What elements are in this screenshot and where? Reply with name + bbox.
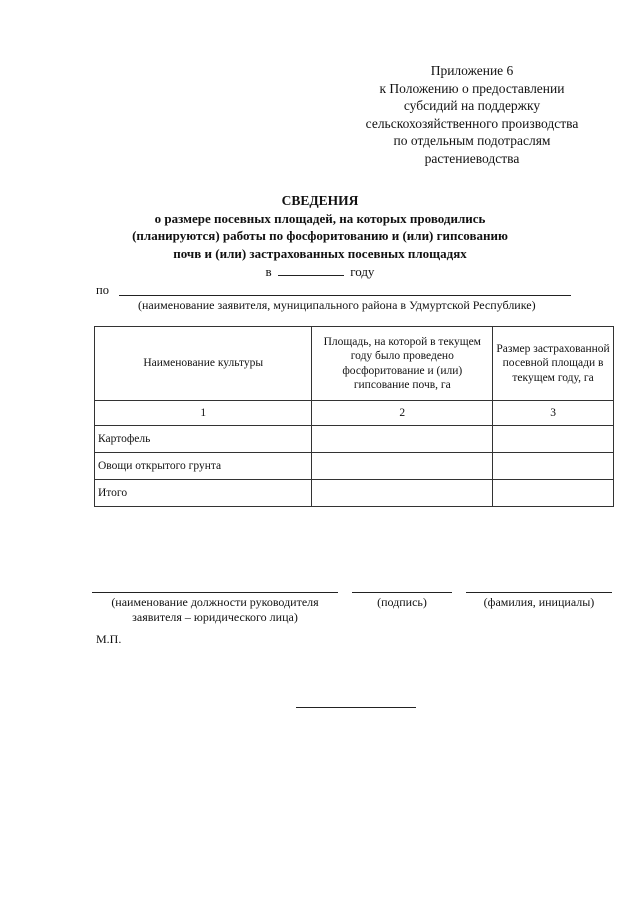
position-caption <box>92 595 338 625</box>
table-header-row <box>95 327 614 401</box>
table-row <box>95 480 614 507</box>
column-header-area: Площадь, на которой в текущем году было проведено фосфоритование и (или) гипсование почв, га <box>312 327 493 401</box>
area-cell[interactable] <box>312 426 493 453</box>
appendix-line: растениеводства <box>424 150 520 166</box>
applicant-prefix: по <box>96 283 109 297</box>
footer-divider <box>296 707 416 708</box>
stamp-label: М.П. <box>96 632 122 646</box>
year-blank-field[interactable] <box>278 263 344 276</box>
column-number-row <box>95 401 614 426</box>
appendix-line: по отдельным подотраслям <box>393 133 551 149</box>
document-title: СВЕДЕНИЯ <box>281 193 359 208</box>
signature-caption: (подпись) <box>377 595 427 609</box>
appendix-line: к Положению о предоставлении <box>379 80 565 96</box>
crop-name-cell: Итого <box>95 480 312 507</box>
heading-line: почв и (или) застрахованных посевных площадях <box>173 245 467 261</box>
name-caption: (фамилия, инициалы) <box>483 595 595 609</box>
crops-table <box>94 326 614 507</box>
name-blank-field[interactable] <box>466 592 612 593</box>
table-row <box>95 453 614 480</box>
insured-cell[interactable] <box>493 480 614 507</box>
appendix-line: Приложение 6 <box>430 63 514 78</box>
appendix-line: сельскохозяйственного производства <box>365 115 579 131</box>
applicant-blank-field[interactable] <box>119 295 571 296</box>
insured-cell[interactable] <box>493 426 614 453</box>
position-blank-field[interactable] <box>92 592 338 593</box>
year-prefix: в <box>265 264 272 279</box>
heading-line: (планируются) работы по фосфоритованию и (или) гипсованию <box>132 228 508 243</box>
appendix-reference <box>342 62 602 168</box>
area-cell[interactable] <box>312 453 493 480</box>
insured-cell[interactable] <box>493 453 614 480</box>
position-caption-line: заявителя – юридического лица) <box>132 610 298 624</box>
year-suffix: году <box>350 264 375 279</box>
column-number: 1 <box>95 401 312 426</box>
heading-line: о размере посевных площадей, на которых проводились <box>154 210 486 226</box>
appendix-line: субсидий на поддержку <box>403 98 541 114</box>
year-line <box>0 263 640 280</box>
column-number: 3 <box>493 401 614 426</box>
crop-name-cell: Овощи открытого грунта <box>95 453 312 480</box>
column-header-crop: Наименование культуры <box>95 327 312 401</box>
table-row <box>95 426 614 453</box>
column-header-insured: Размер застрахованной посевной площади в текущем году, га <box>493 327 614 401</box>
signature-blank-field[interactable] <box>352 592 452 593</box>
area-cell[interactable] <box>312 480 493 507</box>
document-heading <box>60 192 580 262</box>
column-number: 2 <box>312 401 493 426</box>
position-caption-line: (наименование должности руководителя <box>111 595 319 609</box>
applicant-caption: (наименование заявителя, муниципального района в Удмуртской Республике) <box>138 298 536 312</box>
crop-name-cell: Картофель <box>95 426 312 453</box>
